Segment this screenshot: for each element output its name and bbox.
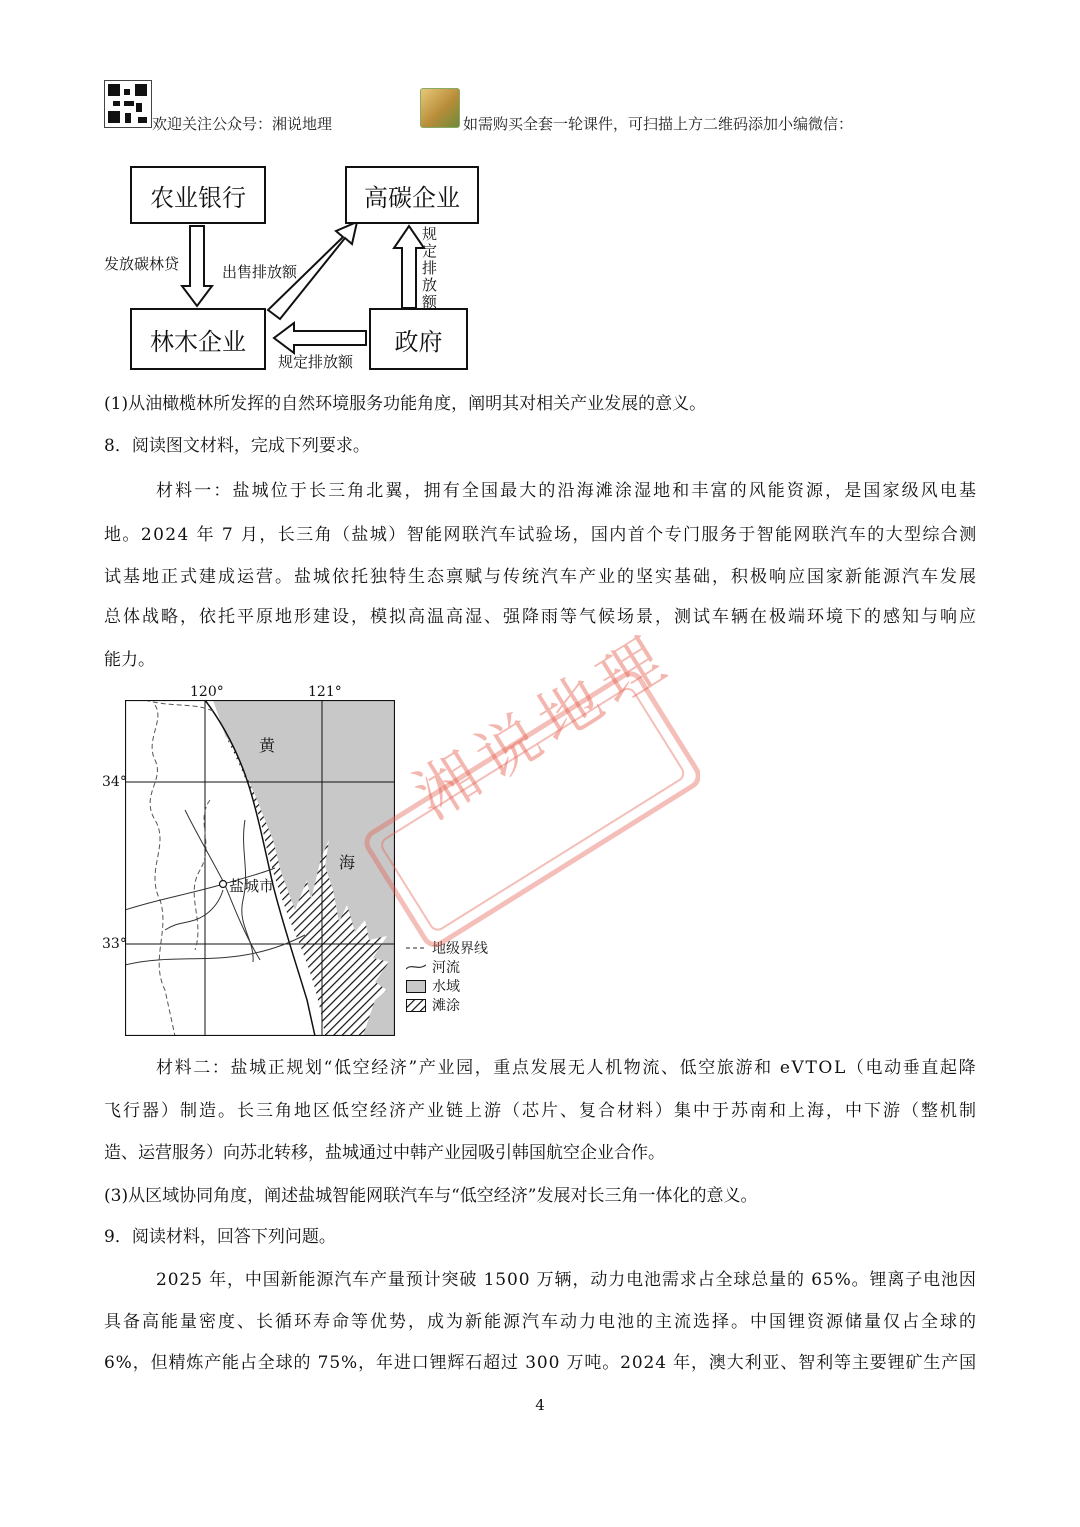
legend-tidal-flat [406, 995, 460, 1015]
legend-water [406, 976, 460, 996]
legend-boundary-label: 地级界线 [432, 941, 488, 957]
lon-label-121: 121° [308, 684, 342, 700]
material-2-line-3: 造、运营服务）向苏北转移，盐城通过中韩产业园吸引韩国航空企业合作。 [104, 1143, 665, 1163]
lat-label-33: 33° [102, 936, 127, 952]
city-label: 盐城市 [229, 877, 275, 895]
label-gov-to-high-carbon: 规定排放额 [422, 225, 438, 311]
loan-arrow [182, 226, 212, 306]
label-loan: 发放碳林贷 [104, 255, 180, 273]
question-8-3: (3)从区域协同角度，阐述盐城智能网联汽车与“低空经济”发展对长三角一体化的意义。 [104, 1186, 758, 1206]
water-legend-icon [406, 980, 426, 993]
watermark-text: 湘说地理 [401, 618, 685, 833]
sea-label-sea: 海 [339, 853, 356, 872]
page-number: 4 [535, 1396, 545, 1414]
node-government: 政府 [369, 308, 468, 370]
header-right-text: 如需购买全套一轮课件，可扫描上方二维码添加小编微信： [463, 115, 854, 133]
question-9-line-2: 具备高能量密度、长循环寿命等优势，成为新能源汽车动力电池的主流选择。中国锂资源储量仅占全球的 [104, 1312, 978, 1332]
material-1-line-3: 试基地正式建成运营。盐城依托独特生态禀赋与传统汽车产业的坚实基础，积极响应国家新能源汽车发展 [104, 567, 978, 587]
material-1-line-5: 能力。 [104, 650, 155, 670]
question-7-1: (1)从油橄榄林所发挥的自然环境服务功能角度，阐明其对相关产业发展的意义。 [104, 394, 707, 414]
question-9-line-1: 2025 年，中国新能源汽车产量预计突破 1500 万辆，动力电池需求占全球总量的 65%。锂离子电池因 [156, 1270, 977, 1290]
header-left-text: 欢迎关注公众号：湘说地理 [152, 115, 333, 133]
question-9-title: 9．阅读材料，回答下列问题。 [104, 1227, 336, 1247]
prefecture-boundary [150, 705, 175, 1036]
river-3 [125, 935, 305, 965]
question-9-line-3: 6%，但精炼产能占全球的 75%，年进口锂辉石超过 300 万吨。2024 年，澳大利亚、智利等主要锂矿生产国 [104, 1353, 977, 1373]
material-2-line-2: 飞行器）制造。长三角地区低空经济产业链上游（芯片、复合材料）集中于苏南和上海，中下游（整机制 [104, 1101, 978, 1121]
node-high-carbon-enterprise: 高碳企业 [345, 166, 479, 224]
city-marker [220, 881, 227, 888]
prefecture-boundary-2 [194, 800, 210, 950]
legend-tidal-flat-label: 滩涂 [432, 998, 460, 1014]
sea-label-yellow: 黄 [259, 736, 276, 755]
quota-left-arrow [274, 323, 366, 353]
material-2-line-1: 材料二：盐城正规划“低空经济”产业园，重点发展无人机物流、低空旅游和 eVTOL（电动垂直起降 [156, 1058, 978, 1078]
node-forestry-enterprise: 林木企业 [130, 308, 266, 370]
legend-river-label: 河流 [432, 960, 460, 976]
tidal-flat-legend-icon [406, 999, 426, 1012]
node-agricultural-bank: 农业银行 [130, 166, 266, 224]
label-gov-to-forest: 规定排放额 [278, 353, 354, 371]
material-1-line-4: 总体战略，依托平原地形建设，模拟高温高湿、强降雨等气候场景，测试车辆在极端环境下的感知与响应 [104, 607, 978, 627]
question-8-title: 8．阅读图文材料，完成下列要求。 [104, 436, 370, 456]
quota-up-arrow [394, 226, 424, 308]
lon-label-120: 120° [190, 684, 224, 700]
material-1-line-1: 材料一：盐城位于长三角北翼，拥有全国最大的沿海滩涂湿地和丰富的风能资源，是国家级风电基 [156, 481, 979, 501]
material-1-line-2: 地。2024 年 7 月，长三角（盐城）智能网联汽车试验场，国内首个专门服务于智能网联汽车的大型综合测 [104, 525, 978, 545]
label-sell-quota: 出售排放额 [222, 263, 298, 281]
lat-label-34: 34° [102, 774, 127, 790]
legend-water-label: 水域 [432, 979, 460, 995]
